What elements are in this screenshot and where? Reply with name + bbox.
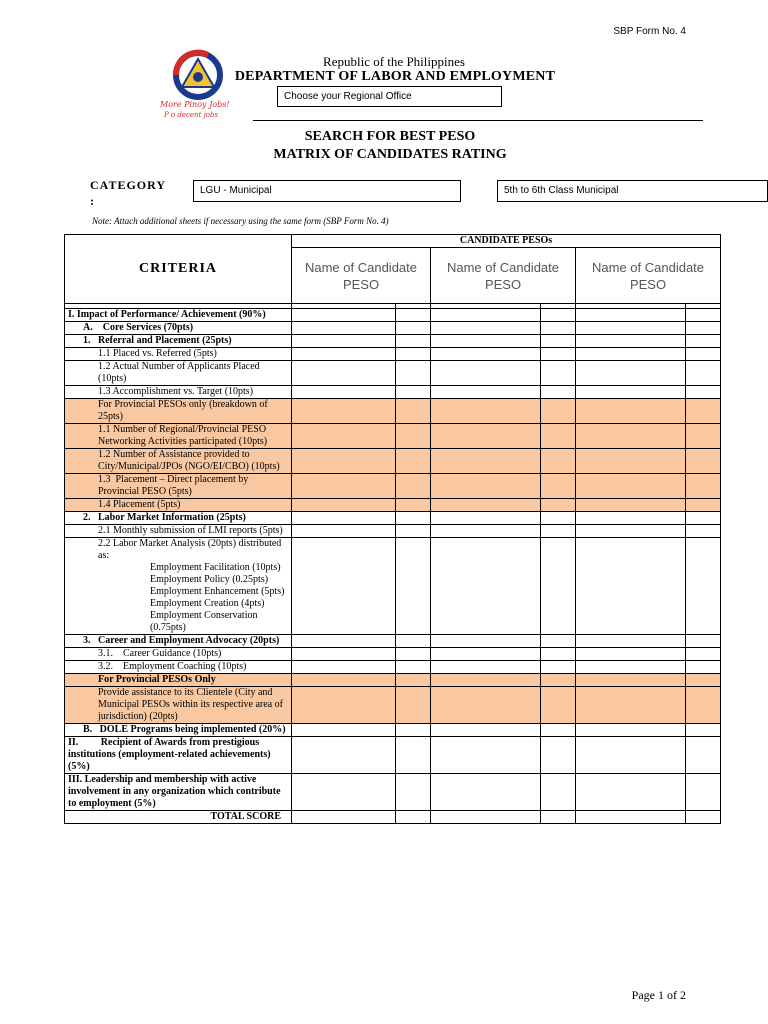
rating-cell-candidate-2[interactable] <box>541 399 576 424</box>
score-cell-candidate-3[interactable] <box>576 386 686 399</box>
criteria-text: Provide assistance to its Clientele (City and Municipal PESOs within its respective area of jurisdiction) (20pts) <box>98 687 283 722</box>
criteria-cell <box>65 724 292 737</box>
rating-cell-candidate-3[interactable] <box>686 512 721 525</box>
criteria-row <box>65 361 721 386</box>
criteria-cell <box>65 322 292 335</box>
score-cell-candidate-3[interactable] <box>576 661 686 674</box>
rating-cell-candidate-2[interactable] <box>541 674 576 687</box>
score-cell-candidate-2[interactable] <box>431 386 541 399</box>
score-cell-candidate-3[interactable] <box>576 737 686 774</box>
criteria-text: 1. Referral and Placement (25pts) <box>83 335 232 346</box>
category-colon: : <box>90 194 94 208</box>
regional-office-select[interactable]: Choose your Regional Office <box>277 86 502 107</box>
criteria-row <box>65 386 721 399</box>
criteria-row <box>65 687 721 724</box>
rating-cell-candidate-1[interactable] <box>396 538 431 635</box>
criteria-text: III. Leadership and membership with active involvement in any organization which contribute to employment (5%) <box>68 774 281 809</box>
rating-cell-candidate-3[interactable] <box>686 635 721 648</box>
score-cell-candidate-3[interactable] <box>576 348 686 361</box>
score-cell-candidate-2[interactable] <box>431 449 541 474</box>
score-cell-candidate-3[interactable] <box>576 399 686 424</box>
rating-cell-candidate-2[interactable] <box>541 424 576 449</box>
score-cell-candidate-1[interactable] <box>292 648 396 661</box>
rating-cell-candidate-3[interactable] <box>686 811 721 824</box>
rating-cell-candidate-3[interactable] <box>686 687 721 724</box>
rating-cell-candidate-2[interactable] <box>541 635 576 648</box>
rating-cell-candidate-1[interactable] <box>396 635 431 648</box>
candidates-header: CANDIDATE PESOs <box>292 235 721 248</box>
criteria-subitem: Employment Conservation (0.75pts) <box>150 610 258 633</box>
rating-cell-candidate-2[interactable] <box>541 512 576 525</box>
rating-cell-candidate-1[interactable] <box>396 449 431 474</box>
rating-cell-candidate-2[interactable] <box>541 687 576 724</box>
criteria-row <box>65 648 721 661</box>
rating-cell-candidate-3[interactable] <box>686 538 721 635</box>
score-cell-candidate-2[interactable] <box>431 674 541 687</box>
rating-cell-candidate-2[interactable] <box>541 309 576 322</box>
rating-cell-candidate-1[interactable] <box>396 737 431 774</box>
rating-cell-candidate-1[interactable] <box>396 661 431 674</box>
score-cell-candidate-1[interactable] <box>292 774 396 811</box>
category-label: CATEGORY <box>90 178 167 192</box>
score-cell-candidate-1[interactable] <box>292 361 396 386</box>
rating-cell-candidate-1[interactable] <box>396 309 431 322</box>
score-cell-candidate-3[interactable] <box>576 811 686 824</box>
form-number: SBP Form No. 4 <box>613 26 686 37</box>
score-cell-candidate-1[interactable] <box>292 499 396 512</box>
criteria-row <box>65 635 721 648</box>
criteria-subitem: Employment Enhancement (5pts) <box>150 586 285 597</box>
score-cell-candidate-3[interactable] <box>576 474 686 499</box>
score-cell-candidate-2[interactable] <box>431 399 541 424</box>
rating-cell-candidate-3[interactable] <box>686 648 721 661</box>
criteria-text: For Provincial PESOs Only <box>98 674 216 685</box>
criteria-cell <box>65 661 292 674</box>
criteria-text: 1.1 Number of Regional/Provincial PESO Networking Activities participated (10pts) <box>98 424 268 447</box>
score-cell-candidate-1[interactable] <box>292 525 396 538</box>
criteria-text: 3.2. Employment Coaching (10pts) <box>98 661 247 672</box>
attachment-note: Note: Attach additional sheets if necessary using the same form (SBP Form No. 4) <box>92 216 389 226</box>
criteria-cell <box>65 538 292 635</box>
score-cell-candidate-3[interactable] <box>576 774 686 811</box>
criteria-text: For Provincial PESOs only (breakdown of 25pts) <box>98 399 268 422</box>
rating-cell-candidate-3[interactable] <box>686 386 721 399</box>
criteria-cell <box>65 449 292 474</box>
score-cell-candidate-1[interactable] <box>292 424 396 449</box>
rating-cell-candidate-3[interactable] <box>686 499 721 512</box>
criteria-subitem: Employment Creation (4pts) <box>150 598 265 609</box>
criteria-row <box>65 322 721 335</box>
rating-cell-candidate-1[interactable] <box>396 774 431 811</box>
rating-cell-candidate-1[interactable] <box>396 648 431 661</box>
score-cell-candidate-3[interactable] <box>576 538 686 635</box>
rating-cell-candidate-2[interactable] <box>541 335 576 348</box>
score-cell-candidate-2[interactable] <box>431 525 541 538</box>
score-cell-candidate-2[interactable] <box>431 774 541 811</box>
criteria-cell <box>65 774 292 811</box>
score-cell-candidate-3[interactable] <box>576 724 686 737</box>
score-cell-candidate-2[interactable] <box>431 348 541 361</box>
criteria-text: 3.1. Career Guidance (10pts) <box>98 648 222 659</box>
criteria-row <box>65 811 721 824</box>
criteria-text: A. Core Services (70pts) <box>83 322 194 333</box>
criteria-text: 1.2 Actual Number of Applicants Placed (10pts) <box>98 361 260 384</box>
criteria-cell <box>65 499 292 512</box>
rating-cell-candidate-3[interactable] <box>686 724 721 737</box>
rating-cell-candidate-1[interactable] <box>396 399 431 424</box>
page-number: Page 1 of 2 <box>631 988 686 1002</box>
rating-cell-candidate-3[interactable] <box>686 335 721 348</box>
criteria-row <box>65 399 721 424</box>
score-cell-candidate-1[interactable] <box>292 335 396 348</box>
rating-cell-candidate-2[interactable] <box>541 474 576 499</box>
rating-cell-candidate-3[interactable] <box>686 525 721 538</box>
criteria-cell <box>65 399 292 424</box>
criteria-row <box>65 424 721 449</box>
score-cell-candidate-1[interactable] <box>292 635 396 648</box>
score-cell-candidate-3[interactable] <box>576 449 686 474</box>
rating-cell-candidate-3[interactable] <box>686 449 721 474</box>
department-heading: DEPARTMENT OF LABOR AND EMPLOYMENT <box>234 69 556 84</box>
rating-cell-candidate-2[interactable] <box>541 811 576 824</box>
score-cell-candidate-1[interactable] <box>292 687 396 724</box>
criteria-cell <box>65 474 292 499</box>
rating-cell-candidate-3[interactable] <box>686 661 721 674</box>
candidate-1-name-field[interactable]: Name of Candidate PESO <box>292 248 431 304</box>
score-cell-candidate-1[interactable] <box>292 386 396 399</box>
rating-matrix <box>64 234 721 824</box>
rating-cell-candidate-1[interactable] <box>396 512 431 525</box>
rating-cell-candidate-2[interactable] <box>541 348 576 361</box>
form-title: SEARCH FOR BEST PESO <box>304 129 476 144</box>
rating-cell-candidate-3[interactable] <box>686 737 721 774</box>
score-cell-candidate-2[interactable] <box>431 309 541 322</box>
criteria-subitem: Employment Facilitation (10pts) <box>150 562 281 573</box>
criteria-row <box>65 348 721 361</box>
rating-cell-candidate-2[interactable] <box>541 648 576 661</box>
rating-cell-candidate-2[interactable] <box>541 322 576 335</box>
criteria-row <box>65 309 721 322</box>
score-cell-candidate-3[interactable] <box>576 499 686 512</box>
criteria-row <box>65 335 721 348</box>
rating-cell-candidate-1[interactable] <box>396 335 431 348</box>
score-cell-candidate-1[interactable] <box>292 348 396 361</box>
criteria-cell <box>65 361 292 386</box>
rating-cell-candidate-1[interactable] <box>396 386 431 399</box>
rating-cell-candidate-1[interactable] <box>396 348 431 361</box>
criteria-cell <box>65 811 292 824</box>
score-cell-candidate-3[interactable] <box>576 335 686 348</box>
criteria-row <box>65 737 721 774</box>
criteria-cell <box>65 309 292 322</box>
criteria-row <box>65 499 721 512</box>
rating-cell-candidate-1[interactable] <box>396 424 431 449</box>
score-cell-candidate-2[interactable] <box>431 811 541 824</box>
score-cell-candidate-1[interactable] <box>292 474 396 499</box>
candidate-2-name-field[interactable]: Name of Candidate PESO <box>431 248 576 304</box>
score-cell-candidate-1[interactable] <box>292 512 396 525</box>
criteria-text: 1.1 Placed vs. Referred (5pts) <box>98 348 217 359</box>
score-cell-candidate-1[interactable] <box>292 737 396 774</box>
score-cell-candidate-1[interactable] <box>292 399 396 424</box>
score-cell-candidate-3[interactable] <box>576 309 686 322</box>
rating-cell-candidate-3[interactable] <box>686 424 721 449</box>
candidate-3-name-field[interactable]: Name of Candidate PESO <box>576 248 721 304</box>
criteria-cell <box>65 635 292 648</box>
score-cell-candidate-3[interactable] <box>576 525 686 538</box>
score-cell-candidate-2[interactable] <box>431 661 541 674</box>
score-cell-candidate-2[interactable] <box>431 361 541 386</box>
logo-tagline-1: More Pinoy Jobs! <box>160 100 230 109</box>
rating-cell-candidate-2[interactable] <box>541 737 576 774</box>
score-cell-candidate-2[interactable] <box>431 424 541 449</box>
criteria-text: 1.2 Number of Assistance provided to City/Municipal/JPOs (NGO/EI/CBO) (10pts) <box>98 449 280 472</box>
criteria-row <box>65 474 721 499</box>
rating-cell-candidate-1[interactable] <box>396 322 431 335</box>
republic-heading: Republic of the Philippines <box>323 54 465 69</box>
score-cell-candidate-2[interactable] <box>431 474 541 499</box>
criteria-row <box>65 525 721 538</box>
score-cell-candidate-1[interactable] <box>292 322 396 335</box>
rating-cell-candidate-1[interactable] <box>396 724 431 737</box>
criteria-row <box>65 674 721 687</box>
rating-cell-candidate-1[interactable] <box>396 674 431 687</box>
criteria-cell <box>65 687 292 724</box>
rating-cell-candidate-3[interactable] <box>686 309 721 322</box>
criteria-text: 1.4 Placement (5pts) <box>98 499 181 510</box>
rating-cell-candidate-2[interactable] <box>541 538 576 635</box>
criteria-subitem: Employment Policy (0.25pts) <box>150 574 269 585</box>
criteria-row <box>65 774 721 811</box>
score-cell-candidate-3[interactable] <box>576 687 686 724</box>
score-cell-candidate-2[interactable] <box>431 322 541 335</box>
score-cell-candidate-3[interactable] <box>576 322 686 335</box>
score-cell-candidate-2[interactable] <box>431 635 541 648</box>
form-subtitle: MATRIX OF CANDIDATES RATING <box>273 147 507 162</box>
criteria-cell <box>65 674 292 687</box>
rating-cell-candidate-3[interactable] <box>686 674 721 687</box>
rating-cell-candidate-2[interactable] <box>541 525 576 538</box>
rating-cell-candidate-2[interactable] <box>541 449 576 474</box>
category-type-select[interactable]: LGU - Municipal <box>193 180 461 202</box>
rating-cell-candidate-2[interactable] <box>541 724 576 737</box>
criteria-text: I. Impact of Performance/ Achievement (90%) <box>68 309 266 320</box>
score-cell-candidate-3[interactable] <box>576 361 686 386</box>
criteria-cell <box>65 737 292 774</box>
rating-cell-candidate-3[interactable] <box>686 348 721 361</box>
score-cell-candidate-2[interactable] <box>431 648 541 661</box>
rating-cell-candidate-1[interactable] <box>396 811 431 824</box>
score-cell-candidate-1[interactable] <box>292 674 396 687</box>
category-class-select[interactable]: 5th to 6th Class Municipal <box>497 180 768 202</box>
rating-cell-candidate-2[interactable] <box>541 661 576 674</box>
rating-cell-candidate-2[interactable] <box>541 774 576 811</box>
criteria-text: 3. Career and Employment Advocacy (20pts) <box>83 635 280 646</box>
criteria-text: II. Recipient of Awards from prestigious institutions (employment-related achievements) (5%) <box>68 737 271 772</box>
score-cell-candidate-1[interactable] <box>292 538 396 635</box>
criteria-cell <box>65 386 292 399</box>
score-cell-candidate-2[interactable] <box>431 499 541 512</box>
score-cell-candidate-1[interactable] <box>292 309 396 322</box>
rating-cell-candidate-1[interactable] <box>396 474 431 499</box>
score-cell-candidate-1[interactable] <box>292 724 396 737</box>
criteria-cell <box>65 648 292 661</box>
rating-cell-candidate-1[interactable] <box>396 499 431 512</box>
criteria-cell <box>65 335 292 348</box>
rating-cell-candidate-3[interactable] <box>686 399 721 424</box>
criteria-text: 1.3 Placement – Direct placement by Provincial PESO (5pts) <box>98 474 249 497</box>
rating-cell-candidate-2[interactable] <box>541 361 576 386</box>
logo-tagline-2: P o decent jobs <box>164 111 219 119</box>
criteria-header: CRITERIA <box>65 235 292 304</box>
criteria-row <box>65 724 721 737</box>
score-cell-candidate-1[interactable] <box>292 449 396 474</box>
score-cell-candidate-3[interactable] <box>576 674 686 687</box>
rating-cell-candidate-3[interactable] <box>686 774 721 811</box>
score-cell-candidate-2[interactable] <box>431 512 541 525</box>
criteria-cell <box>65 525 292 538</box>
score-cell-candidate-2[interactable] <box>431 737 541 774</box>
criteria-text: 1.3 Accomplishment vs. Target (10pts) <box>98 386 254 397</box>
header-divider <box>253 120 703 121</box>
score-cell-candidate-1[interactable] <box>292 811 396 824</box>
criteria-text: 2. Labor Market Information (25pts) <box>83 512 246 523</box>
rating-cell-candidate-1[interactable] <box>396 525 431 538</box>
score-cell-candidate-3[interactable] <box>576 635 686 648</box>
criteria-text: B. DOLE Programs being implemented (20%) <box>83 724 286 735</box>
score-cell-candidate-3[interactable] <box>576 424 686 449</box>
criteria-text: 2.1 Monthly submission of LMI reports (5pts) <box>98 525 283 536</box>
rating-cell-candidate-3[interactable] <box>686 361 721 386</box>
score-cell-candidate-2[interactable] <box>431 687 541 724</box>
criteria-text: 2.2 Labor Market Analysis (20pts) distributed as: <box>98 538 282 561</box>
criteria-cell <box>65 512 292 525</box>
criteria-row <box>65 538 721 635</box>
rating-cell-candidate-3[interactable] <box>686 474 721 499</box>
criteria-text: TOTAL SCORE <box>210 811 281 822</box>
rating-cell-candidate-3[interactable] <box>686 322 721 335</box>
rating-cell-candidate-1[interactable] <box>396 687 431 724</box>
criteria-row <box>65 449 721 474</box>
score-cell-candidate-2[interactable] <box>431 724 541 737</box>
rating-cell-candidate-2[interactable] <box>541 386 576 399</box>
score-cell-candidate-3[interactable] <box>576 512 686 525</box>
rating-cell-candidate-1[interactable] <box>396 361 431 386</box>
criteria-cell <box>65 348 292 361</box>
score-cell-candidate-3[interactable] <box>576 648 686 661</box>
score-cell-candidate-1[interactable] <box>292 661 396 674</box>
score-cell-candidate-2[interactable] <box>431 335 541 348</box>
criteria-row <box>65 661 721 674</box>
rating-cell-candidate-2[interactable] <box>541 499 576 512</box>
criteria-row <box>65 512 721 525</box>
score-cell-candidate-2[interactable] <box>431 538 541 635</box>
criteria-cell <box>65 424 292 449</box>
